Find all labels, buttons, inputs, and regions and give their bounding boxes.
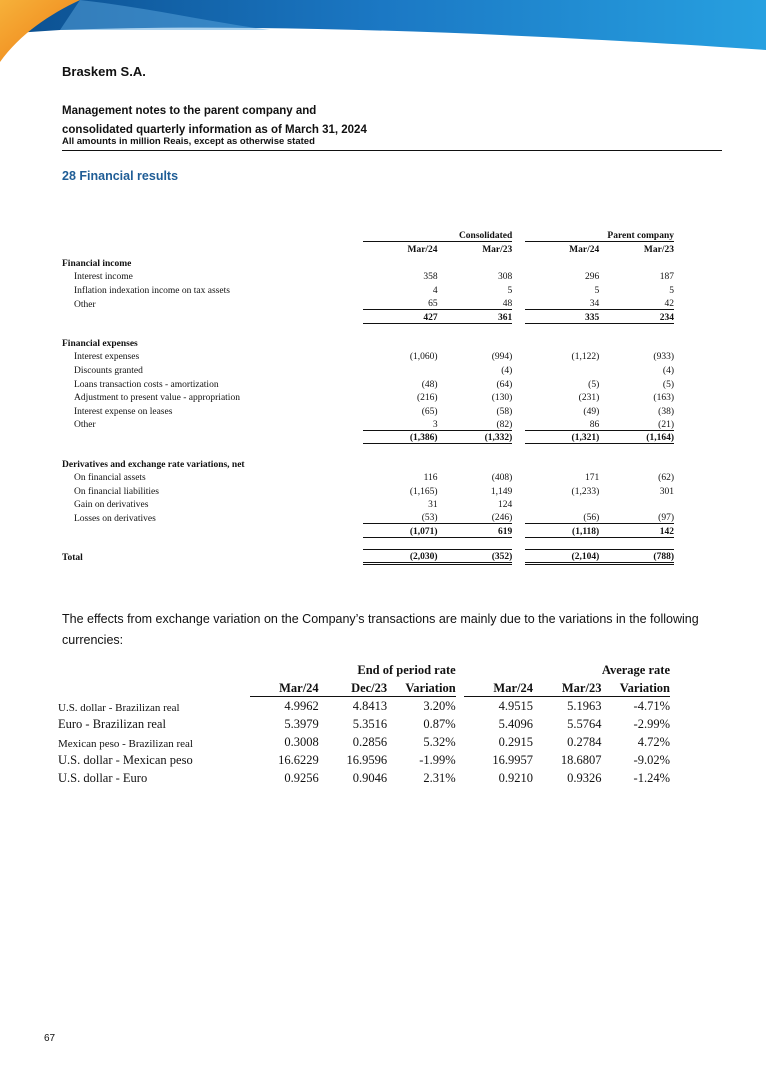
table-row [62, 470, 674, 484]
value-cell: 124 [498, 500, 513, 511]
value-cell: -1.99% [419, 753, 456, 767]
value-cell: 0.3008 [284, 735, 319, 749]
document-title [62, 102, 367, 140]
column-header: Variation [387, 678, 455, 696]
subtotal-cell: (1,164) [599, 430, 674, 444]
column-header: Mar/23 [599, 242, 674, 256]
table-row [62, 296, 674, 310]
value-cell: 34 [589, 299, 600, 310]
value-cell: 4 [432, 285, 438, 296]
value-cell [363, 362, 438, 376]
value-cell: 0.9046 [352, 771, 388, 785]
value-cell: (4) [501, 365, 513, 376]
table-row [58, 732, 670, 750]
value-cell: (65) [421, 406, 438, 417]
value-cell [525, 497, 600, 511]
table-row [62, 510, 674, 524]
income-subtotal-row [62, 310, 674, 324]
table-row [62, 390, 674, 404]
expenses-heading: Financial expenses [62, 338, 138, 349]
subtotal-cell: (1,118) [525, 524, 600, 538]
row-label: On financial assets [74, 473, 146, 484]
company-name: Braskem S.A. [62, 64, 146, 79]
group-consolidated: Consolidated [363, 228, 512, 242]
value-cell: (62) [658, 473, 674, 484]
row-label: U.S. dollar - Mexican peso [58, 753, 193, 767]
table-row [62, 497, 674, 511]
value-cell: 31 [428, 500, 438, 511]
value-cell: (4) [662, 365, 674, 376]
column-header: Dec/23 [319, 678, 387, 696]
table-row [62, 483, 674, 497]
subtotal-cell: 234 [599, 310, 674, 324]
column-header-row [62, 242, 674, 256]
column-header: Mar/24 [525, 242, 600, 256]
income-heading-row [62, 255, 674, 269]
exchange-variation-paragraph: The effects from exchange variation on the Company’s transactions are mainly due to the variations in the following currencies: [62, 612, 699, 647]
value-cell: 42 [664, 299, 674, 310]
value-cell: (5) [588, 379, 600, 390]
value-cell: (38) [658, 406, 674, 417]
value-cell: -9.02% [633, 753, 670, 767]
group-end-of-period: End of period rate [357, 663, 456, 677]
value-cell: (408) [491, 473, 513, 484]
row-label: Losses on derivatives [74, 513, 156, 524]
subtotal-cell: (1,386) [363, 430, 438, 444]
table-row [58, 696, 670, 714]
currency-column-header-row [58, 678, 670, 696]
total-cell: (352) [438, 549, 513, 563]
subtotal-cell: 142 [599, 524, 674, 538]
table-row [58, 714, 670, 732]
title-line-1: Management notes to the parent company and [62, 105, 317, 117]
subtotal-cell: 361 [438, 310, 513, 324]
financial-results-table [62, 228, 674, 565]
subtotal-cell: (1,321) [525, 430, 600, 444]
value-cell: (49) [583, 406, 600, 417]
table-row [58, 768, 670, 786]
value-cell: -2.99% [633, 717, 670, 731]
value-cell: 3.20% [423, 699, 456, 713]
table-row [62, 376, 674, 390]
table-row [62, 362, 674, 376]
section-number: 28 [62, 169, 76, 183]
column-header: Mar/24 [363, 242, 438, 256]
value-cell: 171 [584, 473, 600, 484]
value-cell: 3 [432, 419, 438, 430]
value-cell: (246) [491, 513, 513, 524]
page-number: 67 [44, 1033, 56, 1044]
value-cell: 358 [423, 272, 438, 283]
value-cell: -4.71% [633, 699, 670, 713]
expenses-heading-row [62, 335, 674, 349]
row-label: Interest income [74, 272, 133, 283]
value-cell: 5 [507, 285, 513, 296]
column-header: Mar/23 [533, 678, 601, 696]
value-cell: (1,233) [571, 486, 600, 497]
value-cell: (48) [421, 379, 438, 390]
header-banner [0, 0, 766, 62]
column-header: Mar/23 [438, 242, 513, 256]
value-cell: 187 [659, 272, 674, 283]
value-cell: 16.9596 [346, 753, 388, 767]
value-cell: (216) [416, 393, 438, 404]
value-cell: (58) [496, 406, 513, 417]
value-cell: 296 [584, 272, 600, 283]
value-cell: (1,122) [571, 352, 600, 363]
value-cell: 0.2915 [498, 735, 533, 749]
document-subtitle: All amounts in million Reais, except as otherwise stated [62, 136, 315, 147]
column-header: Variation [601, 678, 670, 696]
value-cell: (56) [583, 513, 600, 524]
row-label: U.S. dollar - Brazilizan real [58, 702, 180, 714]
value-cell: 48 [502, 299, 513, 310]
value-cell: 0.9256 [284, 771, 319, 785]
value-cell: (231) [578, 393, 600, 404]
value-cell: 65 [428, 299, 438, 310]
value-cell: (97) [658, 513, 674, 524]
value-cell: 4.8413 [352, 699, 388, 713]
expenses-rows [62, 349, 674, 431]
row-label: Euro - Brazilizan real [58, 717, 166, 731]
value-cell: (64) [496, 379, 513, 390]
row-label: U.S. dollar - Euro [58, 771, 148, 785]
row-label: Adjustment to present value - appropriation [74, 393, 240, 404]
value-cell: 16.6229 [278, 753, 319, 767]
value-cell: 0.87% [423, 717, 456, 731]
value-cell: (1,060) [409, 352, 438, 363]
currency-rows [58, 696, 670, 786]
column-header: Mar/24 [464, 678, 532, 696]
table-row [62, 282, 674, 296]
value-cell: (163) [653, 393, 674, 404]
value-cell: 5.5764 [567, 717, 602, 731]
value-cell: (1,165) [409, 486, 438, 497]
row-label: Discounts granted [74, 365, 143, 376]
value-cell: 0.2784 [567, 735, 602, 749]
value-cell: (5) [662, 379, 674, 390]
value-cell: 18.6807 [560, 753, 602, 767]
row-label: Mexican peso - Brazilizan real [58, 738, 193, 750]
value-cell: (130) [491, 393, 513, 404]
column-header: Mar/24 [250, 678, 318, 696]
value-cell: 5.32% [423, 735, 456, 749]
row-label: Interest expenses [74, 352, 140, 363]
value-cell: 0.2856 [352, 735, 388, 749]
group-parent-company: Parent company [525, 228, 674, 242]
value-cell: 16.9957 [492, 753, 533, 767]
table-row [62, 349, 674, 363]
row-label: Other [74, 299, 96, 310]
income-rows [62, 269, 674, 310]
total-cell: (788) [599, 549, 674, 563]
value-cell: -1.24% [633, 771, 670, 785]
value-cell: 5 [669, 285, 674, 296]
value-cell: 0.9326 [567, 771, 602, 785]
subtotal-cell: 619 [438, 524, 513, 538]
value-cell: (53) [421, 513, 438, 524]
currency-rates-table [58, 660, 670, 786]
total-cell: (2,030) [363, 549, 438, 563]
total-cell: (2,104) [525, 549, 600, 563]
subtotal-cell: 427 [363, 310, 438, 324]
table-row [62, 269, 674, 283]
value-cell: (82) [496, 419, 513, 430]
subtotal-cell: (1,332) [438, 430, 513, 444]
value-cell: 308 [498, 272, 513, 283]
row-label: Other [74, 420, 96, 431]
table-row [62, 417, 674, 431]
total-label: Total [62, 553, 83, 564]
value-cell: 2.31% [423, 771, 456, 785]
value-cell: 0.9210 [498, 771, 533, 785]
value-cell: 116 [423, 473, 438, 484]
income-heading: Financial income [62, 258, 132, 269]
value-cell: 5.3979 [284, 717, 319, 731]
total-row [62, 549, 674, 563]
derivatives-rows [62, 470, 674, 524]
value-cell: 86 [589, 419, 600, 430]
currency-group-header-row [58, 660, 670, 678]
value-cell: (933) [653, 352, 674, 363]
group-average-rate: Average rate [601, 663, 670, 677]
value-cell: 5 [594, 285, 600, 296]
subtotal-cell: 335 [525, 310, 600, 324]
value-cell: 301 [659, 486, 674, 497]
derivatives-heading-row [62, 456, 674, 470]
row-label: Interest expense on leases [74, 406, 173, 417]
group-header-row [62, 228, 674, 242]
value-cell [599, 497, 674, 511]
value-cell: 4.72% [637, 735, 670, 749]
row-label: Loans transaction costs - amortization [74, 379, 219, 390]
value-cell: 1,149 [490, 486, 513, 497]
value-cell: 5.4096 [498, 717, 533, 731]
value-cell: 5.1963 [567, 699, 602, 713]
table-row [62, 403, 674, 417]
expenses-subtotal-row [62, 430, 674, 444]
value-cell: 4.9962 [284, 699, 319, 713]
section-title [62, 169, 178, 183]
value-cell: 5.3516 [352, 717, 388, 731]
value-cell: (994) [491, 352, 513, 363]
row-label: Gain on derivatives [74, 500, 149, 511]
value-cell: 4.9515 [498, 699, 533, 713]
row-label: On financial liabilities [74, 486, 159, 497]
value-cell [525, 362, 600, 376]
subtotal-cell: (1,071) [363, 524, 438, 538]
table-row [58, 750, 670, 768]
derivatives-subtotal-row [62, 524, 674, 538]
derivatives-heading: Derivatives and exchange rate variations, net [62, 459, 245, 470]
section-name: Financial results [79, 169, 179, 183]
value-cell: (21) [658, 419, 674, 430]
header-divider [62, 150, 722, 151]
row-label: Inflation indexation income on tax assets [74, 285, 230, 296]
title-line-2: consolidated quarterly information as of March 31, 2024 [62, 124, 367, 136]
